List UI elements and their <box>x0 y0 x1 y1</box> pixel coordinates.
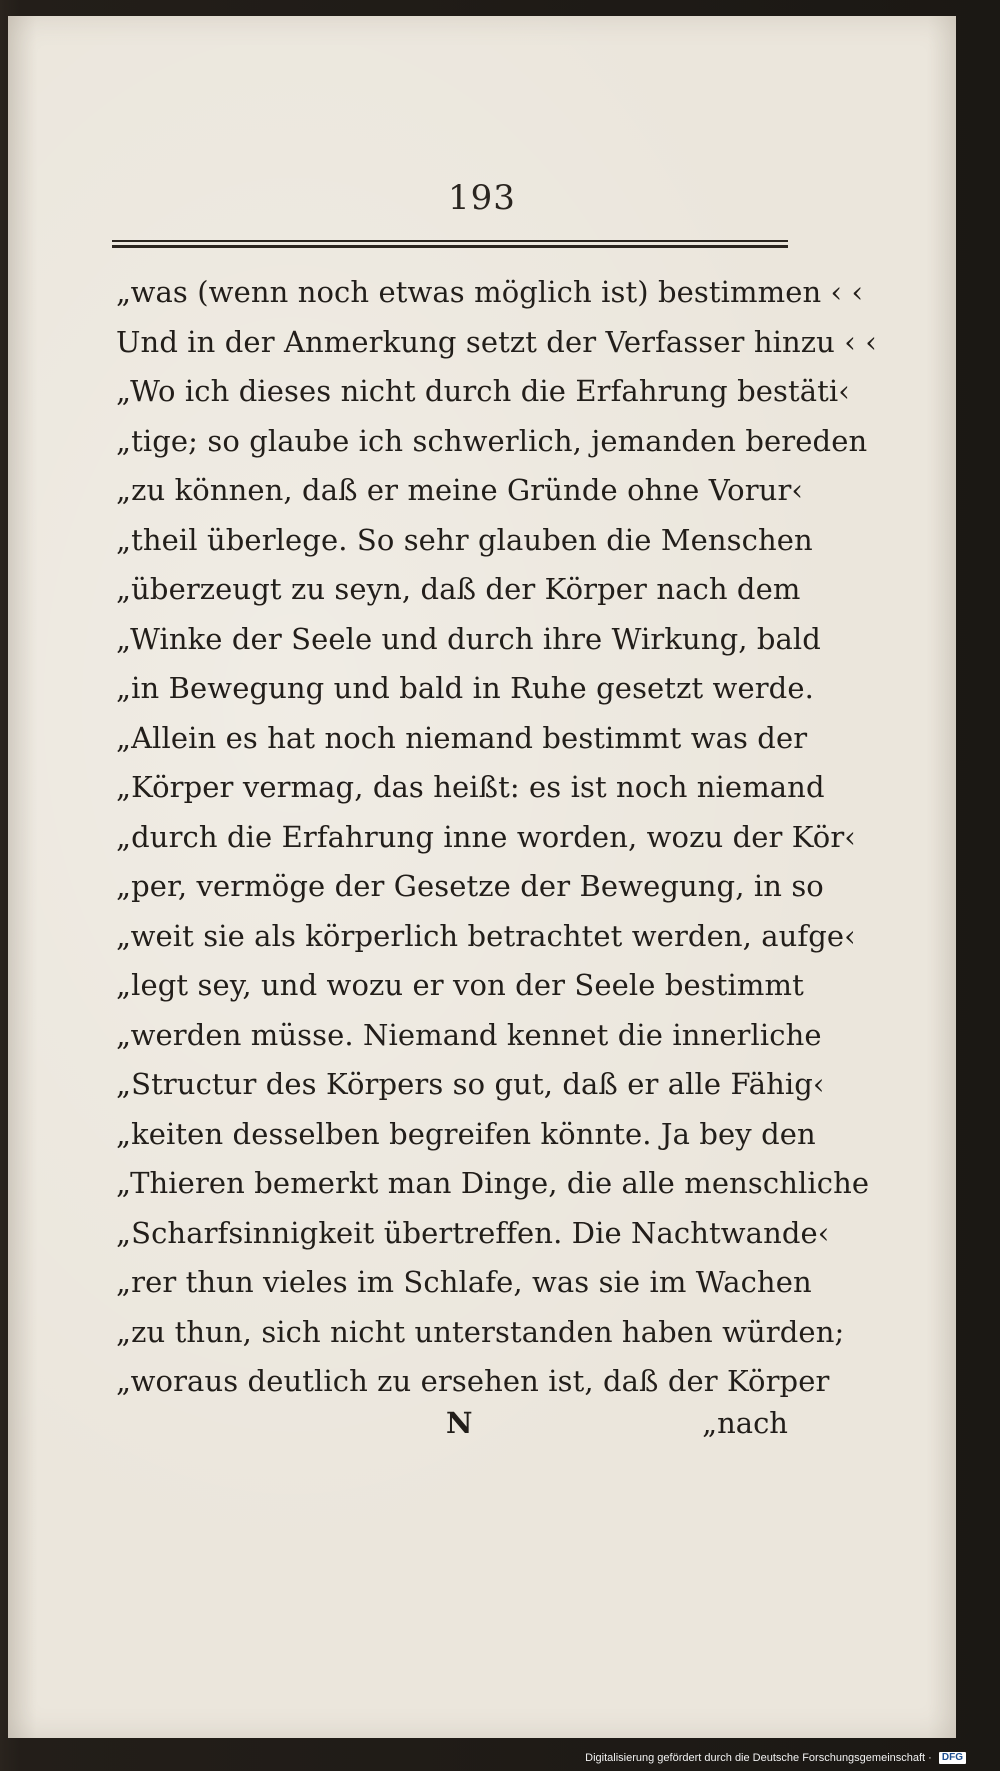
book-page <box>8 16 956 1738</box>
text-line: „was (wenn noch etwas möglich ist) bestimmen ‹ ‹ <box>116 275 864 309</box>
text-line: „Körper vermag, das heißt: es ist noch niemand <box>116 770 825 804</box>
text-line: „Allein es hat noch niemand bestimmt was der <box>116 720 808 755</box>
text-line: „Wo ich dieses nicht durch die Erfahrung bestäti‹ <box>116 374 850 408</box>
header-rule <box>112 240 788 248</box>
dfg-logo: DFG <box>939 1752 966 1764</box>
text-line: „rer thun vieles im Schlafe, was sie im Wachen <box>116 1265 812 1299</box>
text-line: „legt sey, und wozu er von der Seele bestimmt <box>116 968 804 1002</box>
page-footer <box>116 1406 788 1456</box>
text-line: „weit sie als körperlich betrachtet werden, aufge‹ <box>116 918 856 953</box>
text-line: „zu können, daß er meine Gründe ohne Vorur‹ <box>116 473 804 507</box>
signature-mark: N <box>446 1406 473 1440</box>
text-line: „zu thun, sich nicht unterstanden haben würden; <box>116 1314 845 1349</box>
catchword: „nach <box>702 1406 788 1440</box>
body-text <box>116 268 877 1407</box>
text-line: „keiten desselben begreifen könnte. Ja bey den <box>116 1116 816 1151</box>
text-line: „durch die Erfahrung inne worden, wozu der Kör‹ <box>116 819 856 854</box>
text-line: „woraus deutlich zu ersehen ist, daß der Körper <box>116 1364 830 1398</box>
text-line: „per, vermöge der Gesetze der Bewegung, in so <box>116 869 824 903</box>
text-line: Und in der Anmerkung setzt der Verfasser hinzu ‹ ‹ <box>116 324 877 359</box>
credit-text: Digitalisierung gefördert durch die Deutsche Forschungsgemeinschaft · <box>585 1751 932 1764</box>
digitization-credit <box>585 1752 966 1764</box>
text-line: „Thieren bemerkt man Dinge, die alle menschliche <box>116 1166 870 1200</box>
text-line: „Structur des Körpers so gut, daß er alle Fähig‹ <box>116 1067 825 1101</box>
text-line: „werden müsse. Niemand kennet die innerliche <box>116 1017 822 1052</box>
text-line: „Scharfsinnigkeit übertreffen. Die Nachtwande‹ <box>116 1215 830 1250</box>
text-line: „in Bewegung und bald in Ruhe gesetzt werde. <box>116 671 814 705</box>
page-number: 193 <box>448 178 516 218</box>
text-line: „Winke der Seele und durch ihre Wirkung, bald <box>116 621 821 656</box>
text-line: „theil überlege. So sehr glauben die Menschen <box>116 522 813 557</box>
text-line: „tige; so glaube ich schwerlich, jemanden bereden <box>116 423 868 458</box>
text-line: „überzeugt zu seyn, daß der Körper nach dem <box>116 572 801 606</box>
